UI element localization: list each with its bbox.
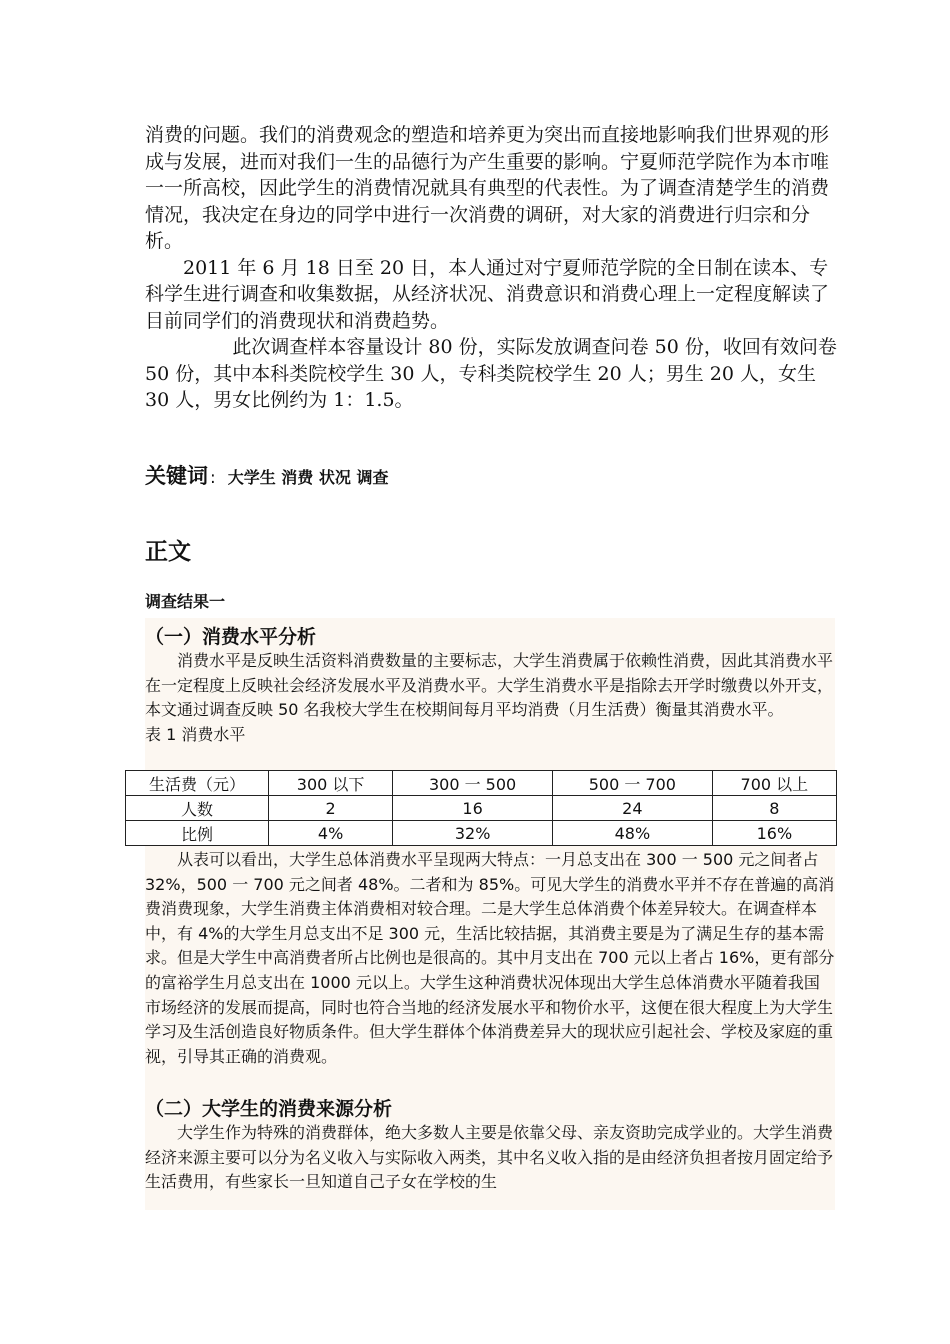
keywords-terms: 大学生 消费 状况 调查 xyxy=(227,468,389,487)
section-consumption-source xyxy=(145,1094,835,1195)
intro-paragraph-1: 消费的问题。我们的消费观念的塑造和培养更为突出而直接地影响我们世界观的形成与发展，进而对我们一生的品德行为产生重要的影响。宁夏师范学院作为本市唯一一所高校，因此学生的消费情况就具有典型的代表性。为了调查清楚学生的消费情况，我决定在身边的同学中进行一次消费的调研，对大家的消费进行归宗和分析。 xyxy=(145,124,830,252)
section2-title: （二）大学生的消费来源分析 xyxy=(145,1098,393,1120)
table-cell: 24 xyxy=(552,796,712,821)
table-header-row xyxy=(126,771,837,796)
table-cell: 16 xyxy=(393,796,553,821)
table-cell: 48% xyxy=(552,821,712,846)
table-cell: 生活费（元） xyxy=(126,771,269,796)
table-row xyxy=(126,796,837,821)
intro-section xyxy=(145,122,845,414)
section1-title: （一）消费水平分析 xyxy=(145,626,317,648)
table-cell: 2 xyxy=(269,796,393,821)
table-cell: 500 一 700 xyxy=(552,771,712,796)
intro-paragraph-3: 此次调查样本容量设计 80 份，实际发放调查问卷 50 份，收回有效问卷 50 份，其中本科类院校学生 30 人，专科类院校学生 20 人；男生 20 人，女生 30 人，男女比例约为 1：1.5。 xyxy=(145,336,837,411)
keywords-line xyxy=(145,460,388,490)
main-heading: 正文 xyxy=(145,539,191,565)
table-cell: 比例 xyxy=(126,821,269,846)
table-cell: 4% xyxy=(269,821,393,846)
table-row xyxy=(126,821,837,846)
table-cell: 8 xyxy=(712,796,836,821)
sub-heading: 调查结果一 xyxy=(145,592,226,611)
consumption-level-table xyxy=(125,770,837,846)
section-consumption-level xyxy=(145,622,835,747)
keywords-label: 关键词 xyxy=(145,464,208,488)
table-cell: 32% xyxy=(393,821,553,846)
table-analysis xyxy=(145,848,835,1069)
table-cell: 300 以下 xyxy=(269,771,393,796)
table-cell: 16% xyxy=(712,821,836,846)
analysis-paragraph: 从表可以看出，大学生总体消费水平呈现两大特点：一月总支出在 300 一 500 元之间者占 32%，500 一 700 元之间者 48%。二者和为 85%。可见大学生的消费水平并不存在普遍的高消费消费现象，大学生消费主体消费相对较合理。二是大学生总体消费个体差异较大。在调查样本中，有 4%的大学生月总支出不足 300 元，生活比较拮据，其消费主要是为了满足生存的基本需求。但是大学生中高消费者所占比例也是很高的。其中月支出在 700 元以上者占 16%，更有部分的富裕学生月总支出在 1000 元以上。大学生这种消费状况体现出大学生总体消费水平随着我国市场经济的发展而提高，同时也符合当地的经济发展水平和物价水平，这便在很大程度上为大学生学习及生活创造良好物质条件。但大学生群体个体消费差异大的现状应引起社会、学校及家庭的重视，引导其正确的消费观。 xyxy=(145,850,835,1066)
survey-results-block xyxy=(145,618,835,1210)
table-cell: 人数 xyxy=(126,796,269,821)
table-cell: 300 一 500 xyxy=(393,771,553,796)
table-caption: 表 1 消费水平 xyxy=(145,724,246,744)
table-cell: 700 以上 xyxy=(712,771,836,796)
section1-body: 消费水平是反映生活资料消费数量的主要标志，大学生消费属于依赖性消费，因此其消费水平在一定程度上反映社会经济发展水平及消费水平。大学生消费水平是指除去开学时缴费以外开支，本文通过调查反映 50 名我校大学生在校期间每月平均消费（月生活费）衡量其消费水平。 xyxy=(145,651,834,720)
section2-body: 大学生作为特殊的消费群体，绝大多数人主要是依靠父母、亲友资助完成学业的。大学生消费经济来源主要可以分为名义收入与实际收入两类，其中名义收入指的是由经济负担者按月固定给予生活费用，有些家长一旦知道自己子女在学校的生 xyxy=(145,1123,834,1192)
keywords-colon: : xyxy=(210,468,216,488)
intro-paragraph-2: 2011 年 6 月 18 日至 20 日，本人通过对宁夏师范学院的全日制在读本、专科学生进行调查和收集数据，从经济状况、消费意识和消费心理上一定程度解读了目前同学们的消费现状和消费趋势。 xyxy=(145,256,830,332)
